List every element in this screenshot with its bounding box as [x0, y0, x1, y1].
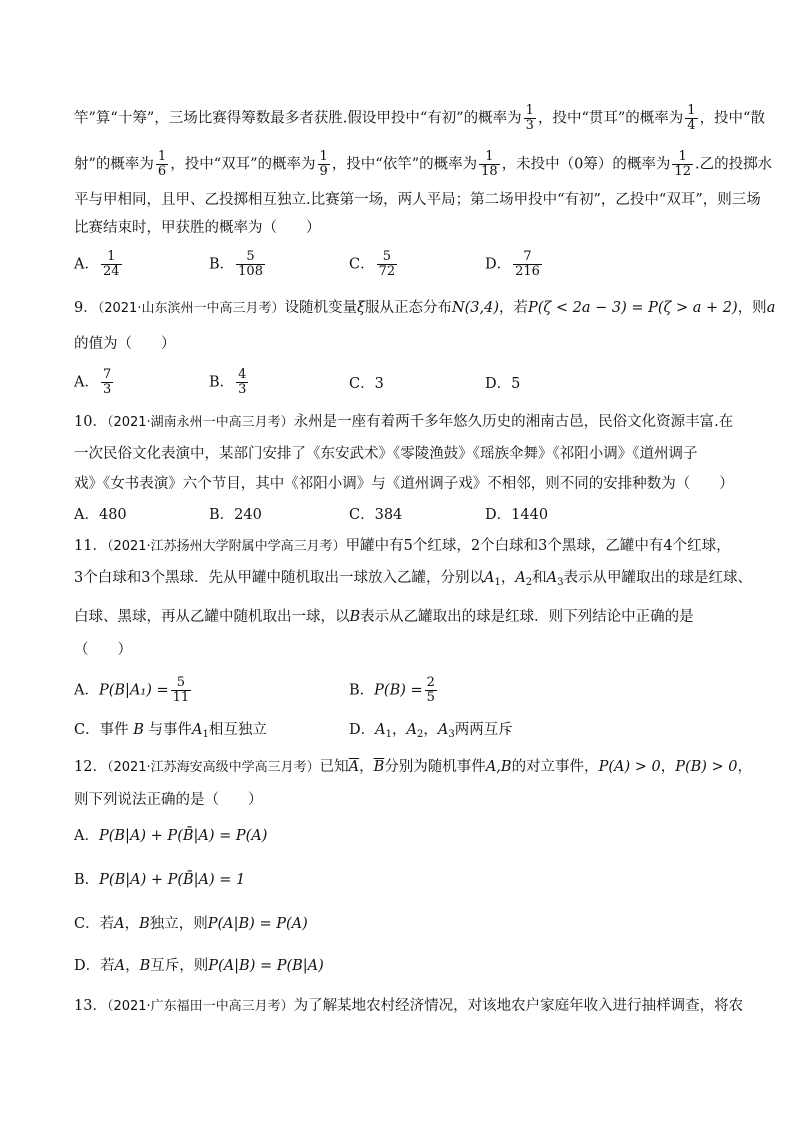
q10-option-b: B．240 — [209, 507, 262, 523]
q8-option-d: D． $\frac{7}{216}$ — [485, 249, 540, 279]
question-source: （2021·广东福田一中高三月考） — [106, 999, 294, 1014]
q8-line-4: 比赛结束时，甲获胜的概率为（ ） — [74, 220, 321, 236]
q11-option-b: B．P(B) = $\frac{2}{5}$ — [349, 675, 435, 705]
q11-option-c: C．事件 B 与事件$A_1$相互独立 — [74, 722, 267, 740]
q11-line-4: （ ） — [74, 642, 132, 658]
fraction: $\frac{1}{9}$ — [319, 149, 328, 179]
q12-option-a: A．P(B|A) + P(B̄|A) = P(A) — [74, 828, 268, 844]
q9-option-d: D．5 — [485, 376, 521, 392]
q10-option-c: C．384 — [349, 507, 403, 523]
q10-line-2: 一次民俗文化表演中，某部门安排了《东安武术》《零陵渔鼓》《瑶族伞舞》《祁阳小调》《道州调子 — [74, 446, 698, 462]
fraction: $\frac{1}{3}$ — [525, 103, 534, 133]
q11-line-2: 3个白球和3个黑球．先从甲罐中随机取出一球放入乙罐，分别以$A_1$，$A_2$和$A_3$表示从甲罐取出的球是红球、 — [74, 570, 753, 588]
q10-line-3: 戏》《女书表演》六个节目，其中《祁阳小调》与《道州调子戏》不相邻，则不同的安排种数为（ ） — [74, 476, 734, 492]
q12-option-c: C．若A，B独立，则P(A|B) = P(A) — [74, 916, 308, 932]
q12-option-d: D．若A，B互斥，则P(A|B) = P(B|A) — [74, 958, 324, 974]
q10-line-1: 10．（2021·湖南永州一中高三月考）永州是一座有着两千多年悠久历史的湘南古邑，民俗文化资源丰富.在 — [74, 414, 734, 430]
q8-line-1 — [74, 104, 765, 133]
q9-line-1: 9．（2021·山东滨州一中高三月考）设随机变量ξ服从正态分布N(3,4)，若P(ζ < 2a − 3) = P(ζ > a + 2)，则a — [74, 300, 776, 316]
fraction: $\frac{1}{6}$ — [157, 149, 167, 179]
fraction: $\frac{1}{4}$ — [687, 103, 696, 133]
question-source: （2021·江苏海安高级中学高三月考） — [106, 760, 320, 775]
q8-option-b: B． $\frac{5}{108}$ — [209, 249, 263, 279]
q8-option-c: C． $\frac{5}{72}$ — [349, 249, 396, 279]
question-source: （2021·湖南永州一中高三月考） — [106, 415, 294, 430]
q9-option-a: A． $\frac{7}{3}$ — [74, 367, 112, 397]
question-source: （2021·江苏扬州大学附属中学高三月考） — [106, 539, 346, 554]
q11-line-1: 11．（2021·江苏扬州大学附属中学高三月考）甲罐中有5个红球，2个白球和3个黑球，乙罐中有4个红球， — [74, 538, 731, 554]
q10-option-a: A．480 — [74, 507, 127, 523]
q8-text: ，投中“贯耳”的概率为 — [537, 110, 684, 127]
q12-line-1: 12．（2021·江苏海安高级中学高三月考）已知$\overline{A}$，$\overline{B}$分别为随机事件A,B的对立事件，P(A) > 0，P(B) > 0， — [74, 759, 753, 775]
q8-text: 竿”算“十筹”，三场比赛得筹数最多者获胜.假设甲投中“有初”的概率为 — [74, 110, 522, 127]
q8-line-2: 射”的概率为 $\frac{1}{6}$ ，投中“双耳”的概率为 $\frac{1}{9}$ ，投中“依竿”的概率为 $\frac{1}{18}$ ，未投中（0筹）的概率为 $\frac{1}{12}$ .乙的投掷水 — [74, 149, 773, 179]
q9-option-c: C．3 — [349, 376, 384, 392]
q10-option-d: D．1440 — [485, 507, 549, 523]
fraction: $\frac{1}{12}$ — [674, 149, 691, 179]
fraction: $\frac{1}{18}$ — [481, 149, 498, 179]
q11-line-3: 白球、黑球，再从乙罐中随机取出一球，以B表示从乙罐取出的球是红球．则下列结论中正确的是 — [74, 609, 694, 625]
q8-text: ，投中“散 — [699, 110, 765, 127]
q11-option-d: D．$A_1$，$A_2$，$A_3$两两互斥 — [349, 722, 513, 740]
q11-option-a: A．P(B|A₁) = $\frac{5}{11}$ — [74, 675, 190, 705]
q9-line-2: 的值为（ ） — [74, 336, 176, 352]
q9-option-b: B． $\frac{4}{3}$ — [209, 367, 247, 397]
q8-option-a: A． $\frac{1}{24}$ — [74, 249, 120, 279]
q12-line-2: 则下列说法正确的是（ ） — [74, 792, 263, 808]
q12-option-b: B．P(B|A) + P(B̄|A) = 1 — [74, 872, 246, 888]
question-source: （2021·山东滨州一中高三月考） — [97, 301, 285, 316]
q13-line-1: 13．（2021·广东福田一中高三月考）为了解某地农村经济情况，对该地农户家庭年收入进行抽样调查，将农 — [74, 998, 744, 1014]
q8-line-3: 平与甲相同，且甲、乙投掷相互独立.比赛第一场，两人平局；第二场甲投中“有初”，乙投中“双耳”，则三场 — [74, 192, 761, 208]
